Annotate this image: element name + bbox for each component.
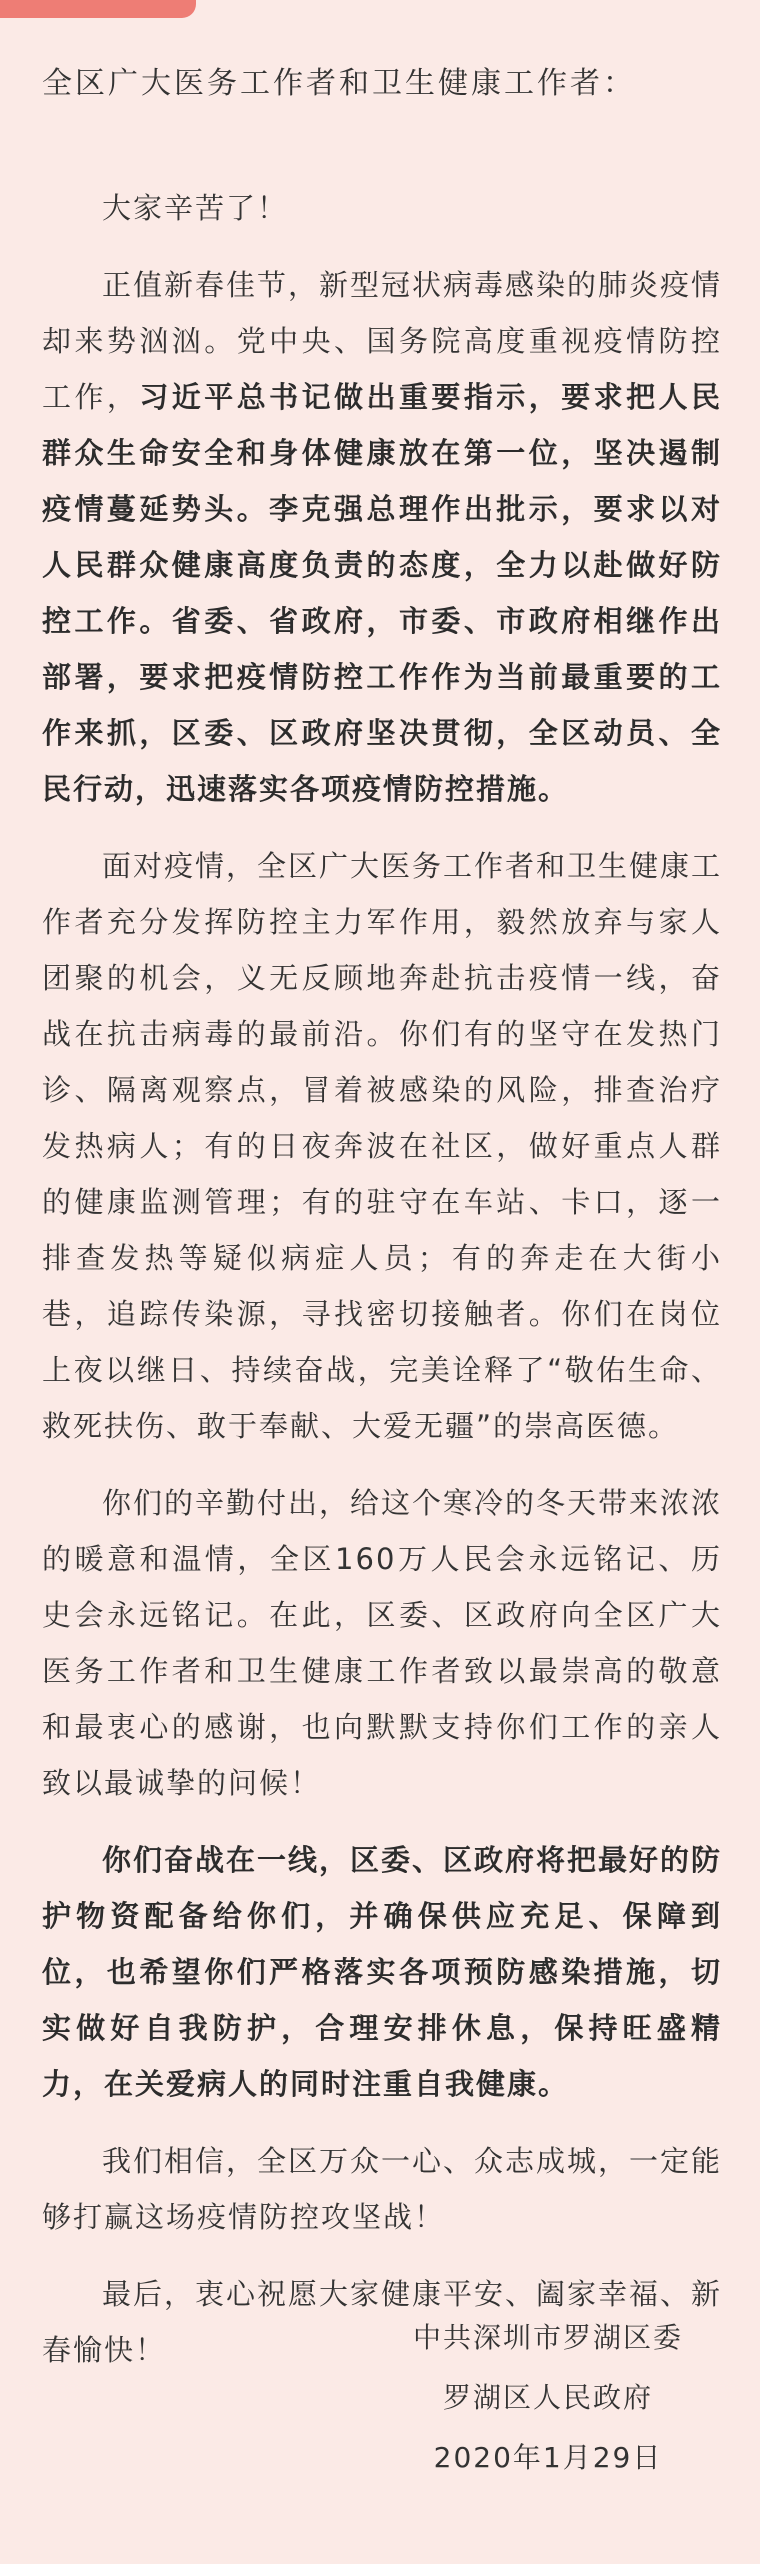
paragraph-wishes: 最后，衷心祝愿大家健康平安、阖家幸福、新春愉快！ [42,2277,723,2367]
paragraph-support: 你们奋战在一线，区委、区政府将把最好的防护物资配备给你们，并确保供应充足、保障到位，也希望你们严格落实各项预防感染措施，切实做好自我防护，合理安排休息，保持旺盛精力，在关爱病人的同时注重自我健康。 [42,1843,723,2101]
signature-block [398,2308,698,2488]
salutation: 全区广大医务工作者和卫生健康工作者： [42,66,636,101]
signature-government: 罗湖区人民政府 [442,2381,653,2414]
paragraph-situation [42,257,722,817]
paragraph-gratitude: 你们的辛勤付出，给这个寒冷的冬天带来浓浓的暖意和温情，全区160万人民会永远铭记、历史会永远铭记。在此，区委、区政府向全区广大医务工作者和卫生健康工作者致以最崇高的敬意和最衷心的感谢，也向默默支持你们工作的亲人致以最诚挚的问候！ [42,1486,723,1800]
paragraph-situation-intro: 正值新春佳节，新型冠状病毒感染的肺炎疫情却来势汹汹。党中央、国务院高度重视疫情防控工作， [42,268,723,414]
signature-date: 2020年1月29日 [433,2441,663,2474]
greeting: 大家辛苦了！ [102,191,289,225]
signature-party-committee: 中共深圳市罗湖区委 [412,2321,683,2354]
top-accent-bar [0,0,196,18]
paragraph-confidence: 我们相信，全区万众一心、众志成城，一定能够打赢这场疫情防控攻坚战！ [42,2144,723,2234]
paragraph-frontline: 面对疫情，全区广大医务工作者和卫生健康工作者充分发挥防控主力军作用，毅然放弃与家人团聚的机会，义无反顾地奔赴抗击疫情一线，奋战在抗击病毒的最前沿。你们有的坚守在发热门诊、隔离观察点，冒着被感染的风险，排查治疗发热病人；有的日夜奔波在社区，做好重点人群的健康监测管理；有的驻守在车站、卡口，逐一排查发热等疑似病症人员；有的奔走在大街小巷，追踪传染源，寻找密切接触者。你们在岗位上夜以继日、持续奋战，完美诠释了“敬佑生命、救死扶伤、敢于奉献、大爱无疆”的崇高医德。 [42,849,723,1443]
letter-body [42,62,722,2399]
paragraph-situation-directives: 习近平总书记做出重要指示，要求把人民群众生命安全和身体健康放在第一位，坚决遏制疫情蔓延势头。李克强总理作出批示，要求以对人民群众健康高度负责的态度，全力以赴做好防控工作。省委、省政府，市委、市政府相继作出部署，要求把疫情防控工作作为当前最重要的工作来抓，区委、区政府坚决贯彻，全区动员、全民行动，迅速落实各项疫情防控措施。 [42,380,722,806]
